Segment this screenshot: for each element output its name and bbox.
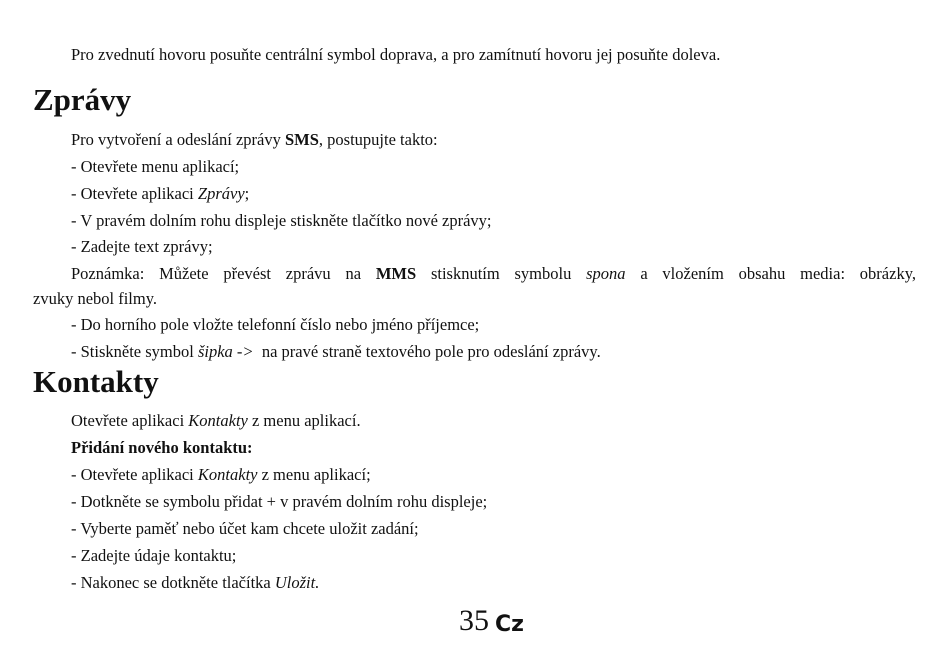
messages-step-6-text-c: na pravé straně textového pole pro odeslání zprávy.: [253, 342, 601, 361]
contacts-subheading: [71, 438, 253, 458]
ulozit-italic: Uložit.: [274, 573, 320, 592]
contacts-step-1: [71, 465, 371, 485]
heading-kontakty: Kontakty: [33, 364, 159, 399]
messages-lead-text-a: Pro vytvoření a odeslání zprávy: [71, 130, 285, 149]
contacts-step-5: [71, 573, 319, 593]
contacts-open-text-a: Otevřete aplikaci: [71, 411, 189, 430]
messages-lead-text-c: , postupujte takto:: [318, 130, 438, 149]
contacts-step-1-text-c: z menu aplikací;: [257, 465, 371, 484]
contacts-step-5-text-a: - Nakonec se dotkněte tlačítka: [71, 573, 275, 592]
messages-step-6: [71, 342, 601, 362]
messages-step-5: - Do horního pole vložte telefonní číslo nebo jméno příjemce;: [71, 315, 480, 334]
page-number: 35: [459, 604, 489, 637]
contacts-step-4: - Zadejte údaje kontaktu;: [71, 546, 237, 565]
contacts-open-text-c: z menu aplikací.: [247, 411, 361, 430]
messages-step-2-text-a: - Otevřete aplikaci: [71, 184, 198, 203]
messages-step-2-text-c: ;: [244, 184, 250, 203]
messages-step-1: - Otevřete menu aplikací;: [71, 157, 240, 176]
spona-italic: spona: [586, 264, 626, 283]
messages-step-6-text-a: - Stiskněte symbol: [71, 342, 198, 361]
page-footer: [459, 604, 524, 641]
contacts-open: [71, 411, 361, 431]
messages-note-continuation: zvuky nebol filmy.: [33, 289, 158, 308]
messages-lead: [71, 130, 438, 150]
contacts-step-1-text-a: - Otevřete aplikaci: [71, 465, 198, 484]
contacts-step-2: - Dotkněte se symbolu přidat + v pravém dolním rohu displeje;: [71, 492, 488, 511]
messages-step-3: - V pravém dolním rohu displeje stiskněte tlačítko nové zprávy;: [71, 211, 492, 230]
sipka-italic: šipka ->: [197, 342, 254, 361]
heading-zpravy: Zprávy: [33, 82, 132, 117]
zpravy-italic: Zprávy: [197, 184, 245, 203]
add-contact-bold: Přidání nového kontaktu:: [71, 438, 253, 457]
messages-note: [71, 264, 916, 284]
messages-step-4: - Zadejte text zprávy;: [71, 237, 213, 256]
note-text-e: a vložením obsahu media: obrázky,: [625, 264, 917, 283]
note-text-c: stisknutím symbolu: [416, 264, 587, 283]
sms-bold: SMS: [284, 130, 319, 149]
messages-step-2: [71, 184, 249, 204]
language-code: Cz: [495, 612, 524, 637]
kontakty-italic: Kontakty: [188, 411, 248, 430]
kontakty-italic-2: Kontakty: [197, 465, 258, 484]
note-text-a: Poznámka: Můžete převést zprávu na: [71, 264, 376, 283]
intro-paragraph: Pro zvednutí hovoru posuňte centrální symbol doprava, a pro zamítnutí hovoru jej posuňte doleva.: [71, 45, 721, 64]
contacts-step-3: - Vyberte paměť nebo účet kam chcete uložit zadání;: [71, 519, 419, 538]
mms-bold: MMS: [375, 264, 417, 283]
